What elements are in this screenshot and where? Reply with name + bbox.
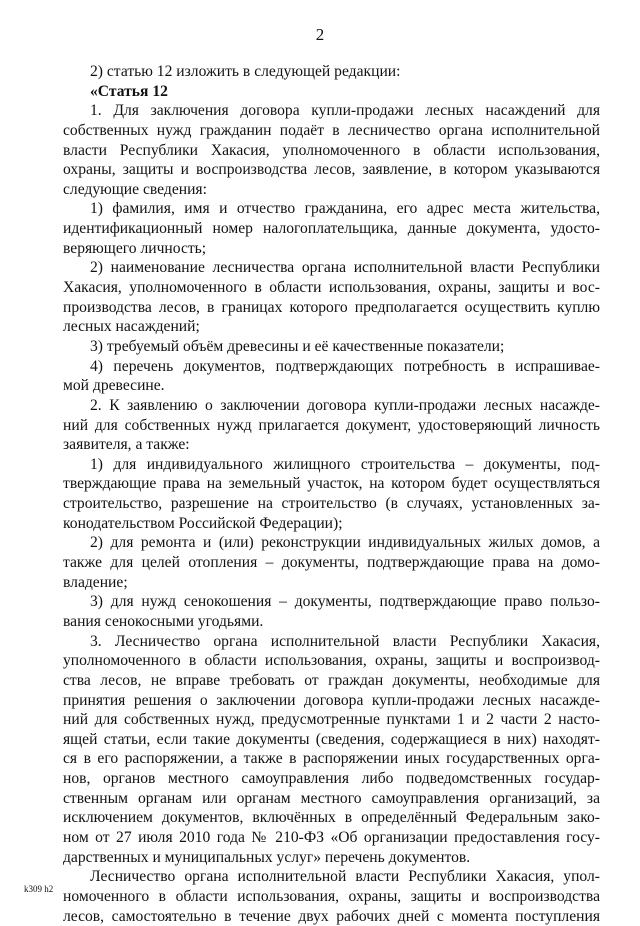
text-line: 3. Лесничество органа исполнительной власти Республики Хакасия, bbox=[90, 632, 600, 650]
article-heading bbox=[63, 82, 600, 102]
text-line: Лесничество органа исполнительной власти Республики Хакасия, упол- bbox=[90, 868, 600, 886]
page-number: 2 bbox=[315, 25, 325, 44]
paragraph-part-3 bbox=[63, 632, 600, 868]
footer-document-code: k309 h2 bbox=[24, 884, 54, 894]
text-line: ства лесов, не вправе требовать от граждан документы, необходимые для bbox=[63, 671, 600, 689]
text-line: тверждающие права на земельный участок, на котором будет осуществляться bbox=[63, 475, 600, 493]
text-line: вания сенокосными угодьями. bbox=[63, 612, 264, 630]
text-line: 4) перечень документов, подтверждающих потребность в испрашивае- bbox=[90, 357, 600, 375]
text-line: 1) фамилия, имя и отчество гражданина, его адрес места жительства, bbox=[90, 200, 600, 218]
text-line: идентификационный номер налогоплательщика, данные документа, удосто- bbox=[63, 220, 600, 238]
paragraph-item-2-2 bbox=[63, 533, 600, 592]
text-line: уполномоченного в области использования, охраны, защиты и воспроизвод- bbox=[63, 652, 600, 670]
text-line: нов, органов местного самоуправления либо подведомственных государ- bbox=[63, 770, 600, 788]
text-line: исключением документов, включённых в определённый Федеральным зако- bbox=[63, 809, 600, 827]
paragraph-item-1-1 bbox=[63, 199, 600, 258]
text-line: ящей статьи, если такие документы (сведения, содержащиеся в них) находят- bbox=[63, 730, 600, 748]
text-line: заявителя, а также: bbox=[63, 436, 190, 454]
text-line: производства лесов, в границах которого предполагается осуществить куплю bbox=[63, 298, 600, 316]
text-line: ний для собственных нужд, предусмотренные пунктами 1 и 2 части 2 насто- bbox=[63, 711, 600, 729]
text-line: ном от 27 июля 2010 года № 210-ФЗ «Об организации предоставления госу- bbox=[63, 828, 600, 846]
text-line: охраны, защиты и воспроизводства лесов, заявление, в котором указываются bbox=[63, 161, 600, 179]
paragraph-item-1-4 bbox=[63, 357, 600, 396]
text-line: власти Республики Хакасия, уполномоченного в области использования, bbox=[63, 141, 600, 159]
text-line: 1. Для заключения договора купли-продажи лесных насаждений для bbox=[90, 102, 600, 120]
paragraph-item-2-3 bbox=[63, 592, 600, 631]
paragraph-part-3-continued bbox=[63, 867, 600, 926]
paragraph-item-1-3 bbox=[63, 337, 600, 357]
text-line: веряющего личность; bbox=[63, 239, 207, 257]
text-line: конодательством Российской Федерации); bbox=[63, 514, 343, 532]
text-line: принятия решения о заключении договора купли-продажи лесных насажде- bbox=[63, 691, 600, 709]
paragraph-part-2 bbox=[63, 396, 600, 455]
text-line: 1) для индивидуального жилищного строительства – документы, под- bbox=[90, 455, 600, 473]
paragraph-part-1 bbox=[63, 101, 600, 199]
text-line: 3) требуемый объём древесины и её качественные показатели; bbox=[90, 337, 505, 355]
text-line: 3) для нужд сенокошения – документы, подтверждающие право пользо- bbox=[90, 593, 600, 611]
text-line: ний для собственных нужд прилагается документ, удостоверяющий личность bbox=[63, 416, 600, 434]
text-line: «Статья 12 bbox=[90, 82, 168, 100]
text-line: собственных нужд гражданин подаёт в лесничество органа исполнительной bbox=[63, 121, 600, 139]
intro-line bbox=[63, 62, 600, 82]
text-line: 2) статью 12 изложить в следующей редакции: bbox=[90, 63, 401, 80]
text-line: следующие сведения: bbox=[63, 180, 207, 198]
text-line: 2) наименование лесничества органа исполнительной власти Республики bbox=[90, 259, 600, 277]
document-body bbox=[63, 62, 600, 926]
text-line: ственным органам или органам местного самоуправления организаций, за bbox=[63, 789, 600, 807]
text-line: номоченного в области использования, охраны, защиты и воспроизводства bbox=[63, 887, 600, 905]
text-line: 2) для ремонта и (или) реконструкции индивидуальных жилых домов, а bbox=[90, 534, 600, 552]
paragraph-item-2-1 bbox=[63, 455, 600, 534]
paragraph-item-1-2 bbox=[63, 258, 600, 337]
text-line: 2. К заявлению о заключении договора купли-продажи лесных насажде- bbox=[90, 396, 600, 414]
text-line: Хакасия, уполномоченного в области использования, охраны, защиты и вос- bbox=[63, 279, 600, 297]
text-line: ся в его распоряжении, а также в распоряжении иных государственных орга- bbox=[63, 750, 600, 768]
text-line: лесных насаждений; bbox=[63, 318, 200, 336]
text-line: также для целей отопления – документы, подтверждающие права на домо- bbox=[63, 554, 600, 572]
text-line: владение; bbox=[63, 573, 128, 591]
text-line: строительство, разрешение на строительство (в случаях, установленных за- bbox=[63, 495, 600, 513]
text-line: мой древесине. bbox=[63, 377, 165, 395]
text-line: лесов, самостоятельно в течение двух рабочих дней с момента поступления bbox=[63, 907, 600, 925]
text-line: дарственных и муниципальных услуг» перечень документов. bbox=[63, 848, 471, 866]
